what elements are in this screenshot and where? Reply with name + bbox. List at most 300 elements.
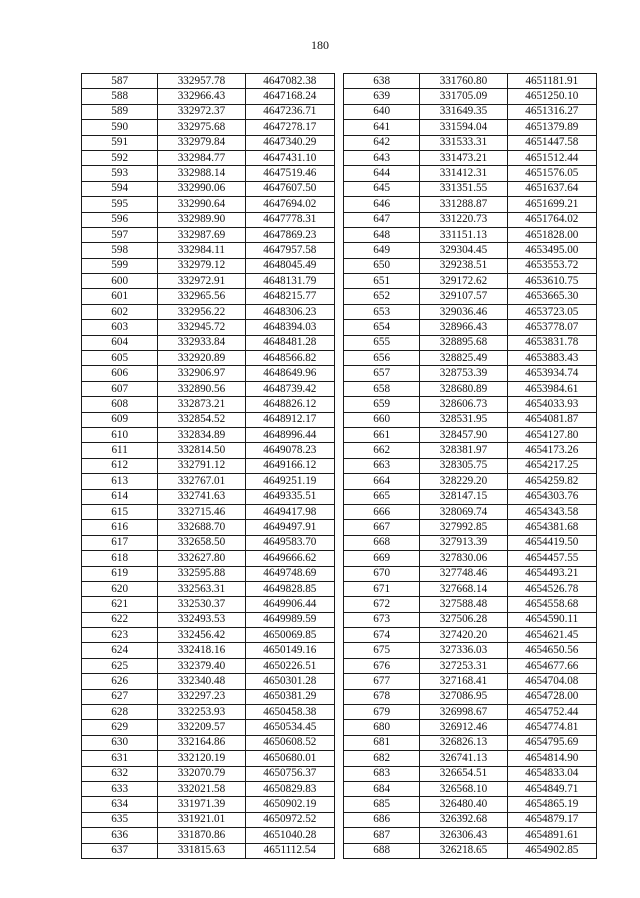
- y-coordinate-cell: 4649748.69: [245, 566, 334, 581]
- point-number-cell: 615: [82, 504, 158, 519]
- y-coordinate-cell: 4648394.03: [245, 320, 334, 335]
- point-number-cell: 685: [344, 797, 420, 812]
- point-number-cell: 625: [82, 658, 158, 673]
- y-coordinate-cell: 4654902.85: [507, 843, 596, 858]
- table-row: [82, 104, 335, 119]
- table-row: [344, 381, 597, 396]
- table-row: [82, 843, 335, 858]
- point-number-cell: 676: [344, 658, 420, 673]
- table-row: [82, 166, 335, 181]
- x-coordinate-cell: 326826.13: [420, 735, 507, 750]
- x-coordinate-cell: 331533.31: [420, 135, 507, 150]
- x-coordinate-cell: 331870.86: [158, 828, 245, 843]
- y-coordinate-cell: 4651181.91: [507, 74, 596, 89]
- table-row: [344, 781, 597, 796]
- y-coordinate-cell: 4654865.19: [507, 797, 596, 812]
- point-number-cell: 624: [82, 643, 158, 658]
- x-coordinate-cell: 327336.03: [420, 643, 507, 658]
- y-coordinate-cell: 4654833.04: [507, 766, 596, 781]
- x-coordinate-cell: 332972.37: [158, 104, 245, 119]
- y-coordinate-cell: 4649583.70: [245, 535, 334, 550]
- x-coordinate-cell: 332920.89: [158, 351, 245, 366]
- x-coordinate-cell: 326912.46: [420, 720, 507, 735]
- x-coordinate-cell: 327913.39: [420, 535, 507, 550]
- table-row: [344, 581, 597, 596]
- x-coordinate-cell: 331473.21: [420, 150, 507, 165]
- y-coordinate-cell: 4650608.52: [245, 735, 334, 750]
- table-row: [82, 551, 335, 566]
- table-row: [344, 289, 597, 304]
- x-coordinate-cell: 326306.43: [420, 828, 507, 843]
- y-coordinate-cell: 4648739.42: [245, 381, 334, 396]
- table-row: [82, 443, 335, 458]
- point-number-cell: 630: [82, 735, 158, 750]
- point-number-cell: 668: [344, 535, 420, 550]
- table-row: [82, 412, 335, 427]
- table-row: [344, 166, 597, 181]
- table-row: [344, 797, 597, 812]
- y-coordinate-cell: 4654814.90: [507, 751, 596, 766]
- y-coordinate-cell: 4654704.08: [507, 674, 596, 689]
- table-row: [344, 674, 597, 689]
- x-coordinate-cell: 332530.37: [158, 597, 245, 612]
- table-row: [82, 597, 335, 612]
- table-row: [82, 150, 335, 165]
- point-number-cell: 602: [82, 304, 158, 319]
- table-row: [344, 489, 597, 504]
- x-coordinate-cell: 328305.75: [420, 458, 507, 473]
- point-number-cell: 656: [344, 351, 420, 366]
- y-coordinate-cell: 4650301.28: [245, 674, 334, 689]
- y-coordinate-cell: 4654526.78: [507, 581, 596, 596]
- y-coordinate-cell: 4650381.29: [245, 689, 334, 704]
- table-row: [82, 381, 335, 396]
- table-row: [344, 628, 597, 643]
- x-coordinate-cell: 327992.85: [420, 520, 507, 535]
- y-coordinate-cell: 4654590.11: [507, 612, 596, 627]
- coordinate-table-right: [343, 73, 597, 859]
- table-row: [344, 705, 597, 720]
- y-coordinate-cell: 4654343.58: [507, 504, 596, 519]
- y-coordinate-cell: 4649666.62: [245, 551, 334, 566]
- y-coordinate-cell: 4651316.27: [507, 104, 596, 119]
- x-coordinate-cell: 329107.57: [420, 289, 507, 304]
- table-row: [82, 304, 335, 319]
- table-row: [344, 751, 597, 766]
- x-coordinate-cell: 328531.95: [420, 412, 507, 427]
- point-number-cell: 651: [344, 274, 420, 289]
- table-row: [82, 658, 335, 673]
- y-coordinate-cell: 4648912.17: [245, 412, 334, 427]
- point-number-cell: 686: [344, 812, 420, 827]
- point-number-cell: 671: [344, 581, 420, 596]
- x-coordinate-cell: 328966.43: [420, 320, 507, 335]
- x-coordinate-cell: 332297.23: [158, 689, 245, 704]
- table-row: [344, 150, 597, 165]
- table-row: [344, 397, 597, 412]
- x-coordinate-cell: 327668.14: [420, 581, 507, 596]
- y-coordinate-cell: 4647236.71: [245, 104, 334, 119]
- point-number-cell: 634: [82, 797, 158, 812]
- y-coordinate-cell: 4654033.93: [507, 397, 596, 412]
- x-coordinate-cell: 332987.69: [158, 227, 245, 242]
- point-number-cell: 681: [344, 735, 420, 750]
- y-coordinate-cell: 4650534.45: [245, 720, 334, 735]
- y-coordinate-cell: 4651112.54: [245, 843, 334, 858]
- y-coordinate-cell: 4654795.69: [507, 735, 596, 750]
- table-row: [344, 458, 597, 473]
- x-coordinate-cell: 326480.40: [420, 797, 507, 812]
- point-number-cell: 665: [344, 489, 420, 504]
- point-number-cell: 608: [82, 397, 158, 412]
- x-coordinate-cell: 332966.43: [158, 89, 245, 104]
- x-coordinate-cell: 326218.65: [420, 843, 507, 858]
- table-row: [82, 258, 335, 273]
- point-number-cell: 675: [344, 643, 420, 658]
- x-coordinate-cell: 332456.42: [158, 628, 245, 643]
- point-number-cell: 678: [344, 689, 420, 704]
- x-coordinate-cell: 328680.89: [420, 381, 507, 396]
- table-row: [344, 335, 597, 350]
- table-row: [344, 551, 597, 566]
- y-coordinate-cell: 4654173.26: [507, 443, 596, 458]
- table-row: [344, 243, 597, 258]
- y-coordinate-cell: 4654457.55: [507, 551, 596, 566]
- x-coordinate-cell: 332890.56: [158, 381, 245, 396]
- point-number-cell: 610: [82, 427, 158, 442]
- point-number-cell: 670: [344, 566, 420, 581]
- x-coordinate-cell: 332957.78: [158, 74, 245, 89]
- table-row: [82, 74, 335, 89]
- y-coordinate-cell: 4650069.85: [245, 628, 334, 643]
- y-coordinate-cell: 4648996.44: [245, 427, 334, 442]
- y-coordinate-cell: 4654849.71: [507, 781, 596, 796]
- point-number-cell: 622: [82, 612, 158, 627]
- table-row: [344, 520, 597, 535]
- table-row: [344, 412, 597, 427]
- point-number-cell: 595: [82, 197, 158, 212]
- x-coordinate-cell: 332379.40: [158, 658, 245, 673]
- table-row: [344, 612, 597, 627]
- y-coordinate-cell: 4653778.07: [507, 320, 596, 335]
- table-row: [344, 104, 597, 119]
- point-number-cell: 613: [82, 474, 158, 489]
- point-number-cell: 684: [344, 781, 420, 796]
- point-number-cell: 617: [82, 535, 158, 550]
- table-row: [344, 181, 597, 196]
- point-number-cell: 596: [82, 212, 158, 227]
- table-row: [344, 474, 597, 489]
- point-number-cell: 679: [344, 705, 420, 720]
- table-row: [344, 427, 597, 442]
- x-coordinate-cell: 332688.70: [158, 520, 245, 535]
- coordinate-table-left: [81, 73, 335, 859]
- x-coordinate-cell: 331760.80: [420, 74, 507, 89]
- x-coordinate-cell: 332979.12: [158, 258, 245, 273]
- x-coordinate-cell: 326654.51: [420, 766, 507, 781]
- point-number-cell: 628: [82, 705, 158, 720]
- x-coordinate-cell: 332164.86: [158, 735, 245, 750]
- y-coordinate-cell: 4648045.49: [245, 258, 334, 273]
- table-row: [344, 74, 597, 89]
- point-number-cell: 650: [344, 258, 420, 273]
- y-coordinate-cell: 4654728.00: [507, 689, 596, 704]
- x-coordinate-cell: 332767.01: [158, 474, 245, 489]
- table-row: [82, 535, 335, 550]
- table-row: [82, 427, 335, 442]
- point-number-cell: 614: [82, 489, 158, 504]
- point-number-cell: 655: [344, 335, 420, 350]
- y-coordinate-cell: 4649497.91: [245, 520, 334, 535]
- table-row: [82, 828, 335, 843]
- y-coordinate-cell: 4651040.28: [245, 828, 334, 843]
- table-row: [82, 705, 335, 720]
- point-number-cell: 664: [344, 474, 420, 489]
- x-coordinate-cell: 329172.62: [420, 274, 507, 289]
- table-row: [82, 628, 335, 643]
- table-row: [82, 689, 335, 704]
- y-coordinate-cell: 4648481.28: [245, 335, 334, 350]
- point-number-cell: 643: [344, 150, 420, 165]
- x-coordinate-cell: 332979.84: [158, 135, 245, 150]
- point-number-cell: 621: [82, 597, 158, 612]
- y-coordinate-cell: 4651828.00: [507, 227, 596, 242]
- y-coordinate-cell: 4649251.19: [245, 474, 334, 489]
- table-row: [82, 720, 335, 735]
- table-row: [344, 443, 597, 458]
- point-number-cell: 597: [82, 227, 158, 242]
- x-coordinate-cell: 328381.97: [420, 443, 507, 458]
- table-row: [82, 812, 335, 827]
- point-number-cell: 600: [82, 274, 158, 289]
- y-coordinate-cell: 4647519.46: [245, 166, 334, 181]
- point-number-cell: 680: [344, 720, 420, 735]
- x-coordinate-cell: 327830.06: [420, 551, 507, 566]
- point-number-cell: 605: [82, 351, 158, 366]
- table-row: [82, 397, 335, 412]
- point-number-cell: 629: [82, 720, 158, 735]
- x-coordinate-cell: 331705.09: [420, 89, 507, 104]
- table-row: [344, 120, 597, 135]
- table-row: [344, 197, 597, 212]
- x-coordinate-cell: 332658.50: [158, 535, 245, 550]
- y-coordinate-cell: 4654381.68: [507, 520, 596, 535]
- x-coordinate-cell: 327748.46: [420, 566, 507, 581]
- y-coordinate-cell: 4654752.44: [507, 705, 596, 720]
- point-number-cell: 683: [344, 766, 420, 781]
- y-coordinate-cell: 4654081.87: [507, 412, 596, 427]
- x-coordinate-cell: 332972.91: [158, 274, 245, 289]
- x-coordinate-cell: 332493.53: [158, 612, 245, 627]
- x-coordinate-cell: 332873.21: [158, 397, 245, 412]
- y-coordinate-cell: 4654879.17: [507, 812, 596, 827]
- point-number-cell: 652: [344, 289, 420, 304]
- x-coordinate-cell: 332988.14: [158, 166, 245, 181]
- x-coordinate-cell: 328229.20: [420, 474, 507, 489]
- x-coordinate-cell: 332595.88: [158, 566, 245, 581]
- y-coordinate-cell: 4654677.66: [507, 658, 596, 673]
- table-row: [344, 274, 597, 289]
- point-number-cell: 591: [82, 135, 158, 150]
- x-coordinate-cell: 332956.22: [158, 304, 245, 319]
- table-row: [344, 735, 597, 750]
- x-coordinate-cell: 331288.87: [420, 197, 507, 212]
- x-coordinate-cell: 326998.67: [420, 705, 507, 720]
- point-number-cell: 669: [344, 551, 420, 566]
- point-number-cell: 619: [82, 566, 158, 581]
- x-coordinate-cell: 331351.55: [420, 181, 507, 196]
- table-row: [344, 689, 597, 704]
- x-coordinate-cell: 332209.57: [158, 720, 245, 735]
- table-row: [82, 243, 335, 258]
- x-coordinate-cell: 332563.31: [158, 581, 245, 596]
- x-coordinate-cell: 328895.68: [420, 335, 507, 350]
- y-coordinate-cell: 4647340.29: [245, 135, 334, 150]
- table-row: [344, 320, 597, 335]
- x-coordinate-cell: 326568.10: [420, 781, 507, 796]
- x-coordinate-cell: 332984.77: [158, 150, 245, 165]
- point-number-cell: 606: [82, 366, 158, 381]
- point-number-cell: 599: [82, 258, 158, 273]
- table-row: [82, 797, 335, 812]
- x-coordinate-cell: 328457.90: [420, 427, 507, 442]
- table-row: [82, 89, 335, 104]
- y-coordinate-cell: 4649417.98: [245, 504, 334, 519]
- y-coordinate-cell: 4651250.10: [507, 89, 596, 104]
- table-row: [344, 366, 597, 381]
- x-coordinate-cell: 332933.84: [158, 335, 245, 350]
- point-number-cell: 616: [82, 520, 158, 535]
- point-number-cell: 632: [82, 766, 158, 781]
- point-number-cell: 626: [82, 674, 158, 689]
- point-number-cell: 672: [344, 597, 420, 612]
- y-coordinate-cell: 4651512.44: [507, 150, 596, 165]
- table-row: [82, 474, 335, 489]
- y-coordinate-cell: 4653495.00: [507, 243, 596, 258]
- x-coordinate-cell: 332340.48: [158, 674, 245, 689]
- y-coordinate-cell: 4650149.16: [245, 643, 334, 658]
- table-row: [82, 351, 335, 366]
- page-number: 180: [311, 38, 329, 52]
- x-coordinate-cell: 332120.19: [158, 751, 245, 766]
- table-row: [82, 181, 335, 196]
- x-coordinate-cell: 327253.31: [420, 658, 507, 673]
- x-coordinate-cell: 332418.16: [158, 643, 245, 658]
- x-coordinate-cell: 327086.95: [420, 689, 507, 704]
- y-coordinate-cell: 4647168.24: [245, 89, 334, 104]
- y-coordinate-cell: 4649335.51: [245, 489, 334, 504]
- x-coordinate-cell: 328825.49: [420, 351, 507, 366]
- point-number-cell: 631: [82, 751, 158, 766]
- y-coordinate-cell: 4653723.05: [507, 304, 596, 319]
- point-number-cell: 638: [344, 74, 420, 89]
- point-number-cell: 588: [82, 89, 158, 104]
- x-coordinate-cell: 326392.68: [420, 812, 507, 827]
- table-row: [82, 735, 335, 750]
- table-row: [82, 289, 335, 304]
- table-row: [82, 120, 335, 135]
- point-number-cell: 663: [344, 458, 420, 473]
- point-number-cell: 609: [82, 412, 158, 427]
- y-coordinate-cell: 4650226.51: [245, 658, 334, 673]
- y-coordinate-cell: 4647778.31: [245, 212, 334, 227]
- x-coordinate-cell: 331594.04: [420, 120, 507, 135]
- point-number-cell: 660: [344, 412, 420, 427]
- y-coordinate-cell: 4654419.50: [507, 535, 596, 550]
- y-coordinate-cell: 4647607.50: [245, 181, 334, 196]
- y-coordinate-cell: 4649078.23: [245, 443, 334, 458]
- y-coordinate-cell: 4653610.75: [507, 274, 596, 289]
- point-number-cell: 688: [344, 843, 420, 858]
- point-number-cell: 620: [82, 581, 158, 596]
- y-coordinate-cell: 4649989.59: [245, 612, 334, 627]
- table-row: [82, 458, 335, 473]
- y-coordinate-cell: 4654558.68: [507, 597, 596, 612]
- y-coordinate-cell: 4650756.37: [245, 766, 334, 781]
- point-number-cell: 674: [344, 628, 420, 643]
- table-row: [344, 89, 597, 104]
- y-coordinate-cell: 4654621.45: [507, 628, 596, 643]
- point-number-cell: 645: [344, 181, 420, 196]
- point-number-cell: 636: [82, 828, 158, 843]
- y-coordinate-cell: 4647957.58: [245, 243, 334, 258]
- point-number-cell: 603: [82, 320, 158, 335]
- point-number-cell: 654: [344, 320, 420, 335]
- point-number-cell: 648: [344, 227, 420, 242]
- table-row: [82, 504, 335, 519]
- x-coordinate-cell: 332070.79: [158, 766, 245, 781]
- y-coordinate-cell: 4649166.12: [245, 458, 334, 473]
- x-coordinate-cell: 327168.41: [420, 674, 507, 689]
- point-number-cell: 644: [344, 166, 420, 181]
- point-number-cell: 635: [82, 812, 158, 827]
- y-coordinate-cell: 4650680.01: [245, 751, 334, 766]
- y-coordinate-cell: 4653831.78: [507, 335, 596, 350]
- table-row: [82, 227, 335, 242]
- y-coordinate-cell: 4651447.58: [507, 135, 596, 150]
- point-number-cell: 611: [82, 443, 158, 458]
- y-coordinate-cell: 4648215.77: [245, 289, 334, 304]
- point-number-cell: 637: [82, 843, 158, 858]
- point-number-cell: 661: [344, 427, 420, 442]
- y-coordinate-cell: 4653553.72: [507, 258, 596, 273]
- y-coordinate-cell: 4649906.44: [245, 597, 334, 612]
- x-coordinate-cell: 331412.31: [420, 166, 507, 181]
- point-number-cell: 594: [82, 181, 158, 196]
- point-number-cell: 589: [82, 104, 158, 119]
- x-coordinate-cell: 326741.13: [420, 751, 507, 766]
- table-row: [344, 766, 597, 781]
- y-coordinate-cell: 4647278.17: [245, 120, 334, 135]
- point-number-cell: 639: [344, 89, 420, 104]
- y-coordinate-cell: 4651379.89: [507, 120, 596, 135]
- point-number-cell: 673: [344, 612, 420, 627]
- x-coordinate-cell: 328753.39: [420, 366, 507, 381]
- x-coordinate-cell: 329036.46: [420, 304, 507, 319]
- x-coordinate-cell: 332715.46: [158, 504, 245, 519]
- y-coordinate-cell: 4650972.52: [245, 812, 334, 827]
- table-row: [82, 320, 335, 335]
- y-coordinate-cell: 4649828.85: [245, 581, 334, 596]
- table-row: [82, 751, 335, 766]
- table-row: [82, 489, 335, 504]
- x-coordinate-cell: 328147.15: [420, 489, 507, 504]
- table-row: [344, 720, 597, 735]
- table-row: [82, 674, 335, 689]
- table-row: [82, 135, 335, 150]
- point-number-cell: 641: [344, 120, 420, 135]
- point-number-cell: 649: [344, 243, 420, 258]
